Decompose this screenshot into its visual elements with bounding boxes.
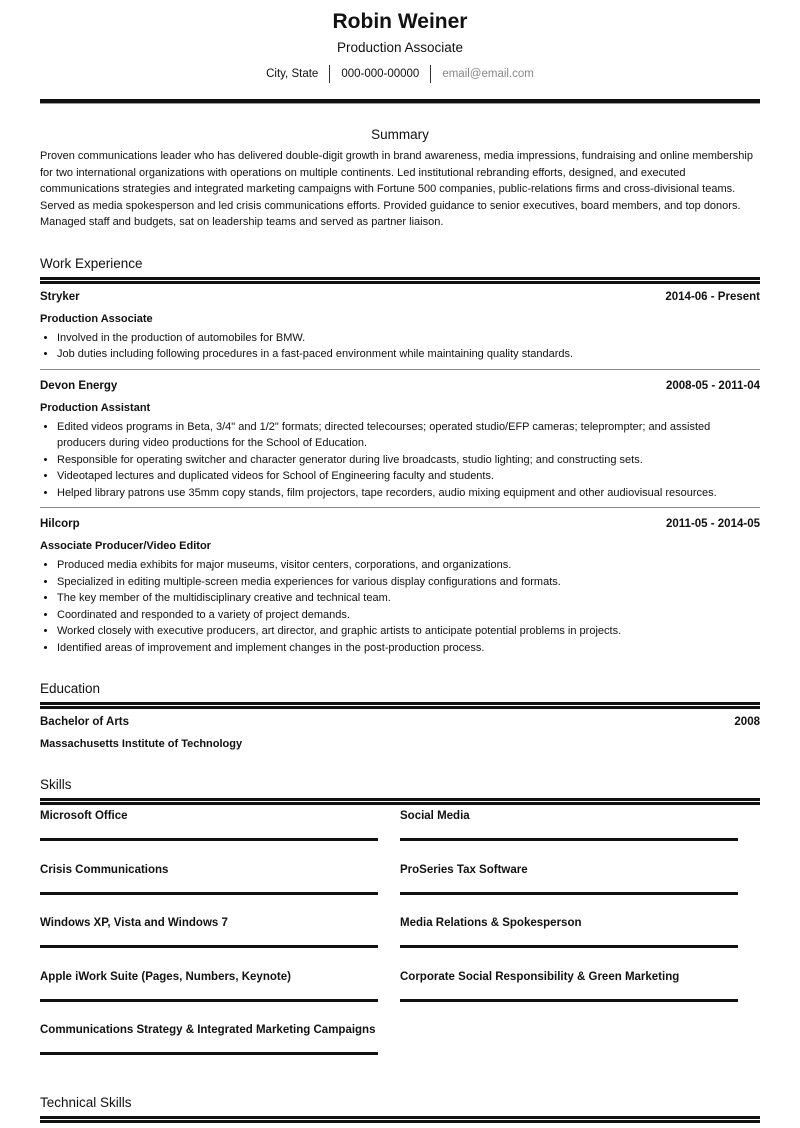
skill-bar <box>40 892 378 895</box>
skill-item <box>40 808 378 862</box>
location-text: City, State <box>266 68 319 80</box>
contact-line <box>40 65 760 83</box>
skill-label: Communications Strategy & Integrated Marketing Campaigns <box>40 1024 376 1036</box>
job-divider <box>40 507 760 508</box>
skill-bar <box>400 999 738 1002</box>
skill-item <box>40 969 378 1023</box>
skills-heading: Skills <box>40 777 72 792</box>
skill-bar <box>400 838 738 841</box>
skill-item <box>40 915 378 969</box>
degree-year: 2008 <box>734 716 760 728</box>
job-dates: 2011-05 - 2014-05 <box>666 518 760 530</box>
skill-bar <box>400 945 738 948</box>
summary-text: Proven communications leader who has delivered double-digit growth in brand awareness, media impressions, fundraising and online membership for two international organizations with operations on multiple continents. Led institutional rebranding efforts, designed, and executed communications strategies and integrated marketing campaigns with Fortune 500 companies, public-relations firms and cross-divisional teams. Served as media spokesperson and led crisis communications efforts. Provided guidance to senior executives, board members, and top donors. Managed staff and budgets, sat on leadership teams and served as partner liaison. <box>40 150 753 228</box>
candidate-title: Production Associate <box>336 40 464 55</box>
list-item: • Coordinated and responded to a variety of project demands. <box>57 607 760 624</box>
list-item: • Identified areas of improvement and implement changes in the post-production process. <box>57 640 760 657</box>
skill-label: ProSeries Tax Software <box>400 863 528 876</box>
summary-heading: Summary <box>371 127 429 142</box>
job-entry <box>40 516 760 656</box>
work-experience-heading: Work Experience <box>40 255 143 271</box>
list-item: • Edited videos programs in Beta, 3/4" and 1/2" formats; directed telecourses; operated studio/EFP cameras; teleprompter; and assisted producers during video productions for the School of Education. <box>57 419 760 452</box>
list-item: • The key member of the multidisciplinary creative and technical team. <box>57 590 760 607</box>
list-item: • Produced media exhibits for major museums, visitor centers, corporations, and organizations. <box>57 557 760 574</box>
candidate-name: Robin Weiner <box>332 10 468 33</box>
job-dates: 2014-06 - Present <box>665 290 760 303</box>
job-divider <box>40 369 760 370</box>
job-company: Stryker <box>40 290 80 303</box>
list-item: • Videotaped lectures and duplicated videos for School of Engineering faculty and students. <box>57 468 760 485</box>
skill-bar <box>40 999 378 1002</box>
degree-name: Bachelor of Arts <box>40 716 130 728</box>
skill-bar <box>40 838 378 841</box>
skill-label: Apple iWork Suite (Pages, Numbers, Keynote) <box>40 970 291 983</box>
phone-text: 000-000-00000 <box>341 68 420 80</box>
job-bullets <box>40 419 760 502</box>
skill-item <box>400 808 738 862</box>
skill-item <box>40 862 378 916</box>
job-company: Devon Energy <box>40 379 118 392</box>
job-role: Production Associate <box>40 312 153 325</box>
email-link[interactable]: email@email.com <box>442 68 534 80</box>
skill-bar <box>40 1052 378 1055</box>
section-rule <box>40 1116 760 1120</box>
skill-label: Microsoft Office <box>40 810 128 822</box>
job-bullets <box>40 557 760 656</box>
school-name: Massachusetts Institute of Technology <box>40 738 243 750</box>
list-item: • Specialized in editing multiple-screen media experiences for various display configurations and formats. <box>57 574 760 591</box>
skill-item <box>400 969 738 1023</box>
skill-bar <box>40 945 378 948</box>
header-rule <box>40 99 760 104</box>
section-rule <box>40 702 760 706</box>
job-role: Associate Producer/Video Editor <box>40 540 211 552</box>
skill-label: Crisis Communications <box>40 863 169 876</box>
skill-item <box>40 1022 378 1076</box>
list-item: • Worked closely with executive producers, art director, and graphic artists to anticipate potential problems in projects. <box>57 623 760 640</box>
skill-label: Windows XP, Vista and Windows 7 <box>40 917 228 929</box>
job-dates: 2008-05 - 2011-04 <box>666 379 760 392</box>
skills-grid <box>40 808 760 1076</box>
job-role: Production Assistant <box>40 401 151 414</box>
technical-skills-heading: Technical Skills <box>40 1094 132 1110</box>
section-rule <box>40 798 760 802</box>
skill-label: Social Media <box>400 810 470 822</box>
skill-bar <box>400 892 738 895</box>
section-rule <box>40 277 760 281</box>
skill-item <box>400 862 738 916</box>
education-heading: Education <box>40 681 101 696</box>
list-item: • Involved in the production of automobiles for BMW. <box>57 330 760 347</box>
resume-page <box>40 0 760 1125</box>
list-item: • Responsible for operating switcher and character generator during live broadcasts, studio lighting; and constructing sets. <box>57 452 760 469</box>
job-company: Hilcorp <box>40 518 80 530</box>
job-entry <box>40 378 760 509</box>
skill-label: Corporate Social Responsibility & Green Marketing <box>400 970 680 983</box>
job-bullets <box>40 330 760 363</box>
skill-item <box>400 915 738 969</box>
list-item: • Job duties including following procedures in a fast-paced environment while maintaining quality standards. <box>57 346 760 363</box>
job-entry <box>40 289 760 370</box>
skill-label: Media Relations & Spokesperson <box>400 917 582 929</box>
list-item: • Helped library patrons use 35mm copy stands, film projectors, tape recorders, audio mixing equipment and other audiovisual resources. <box>57 485 760 502</box>
